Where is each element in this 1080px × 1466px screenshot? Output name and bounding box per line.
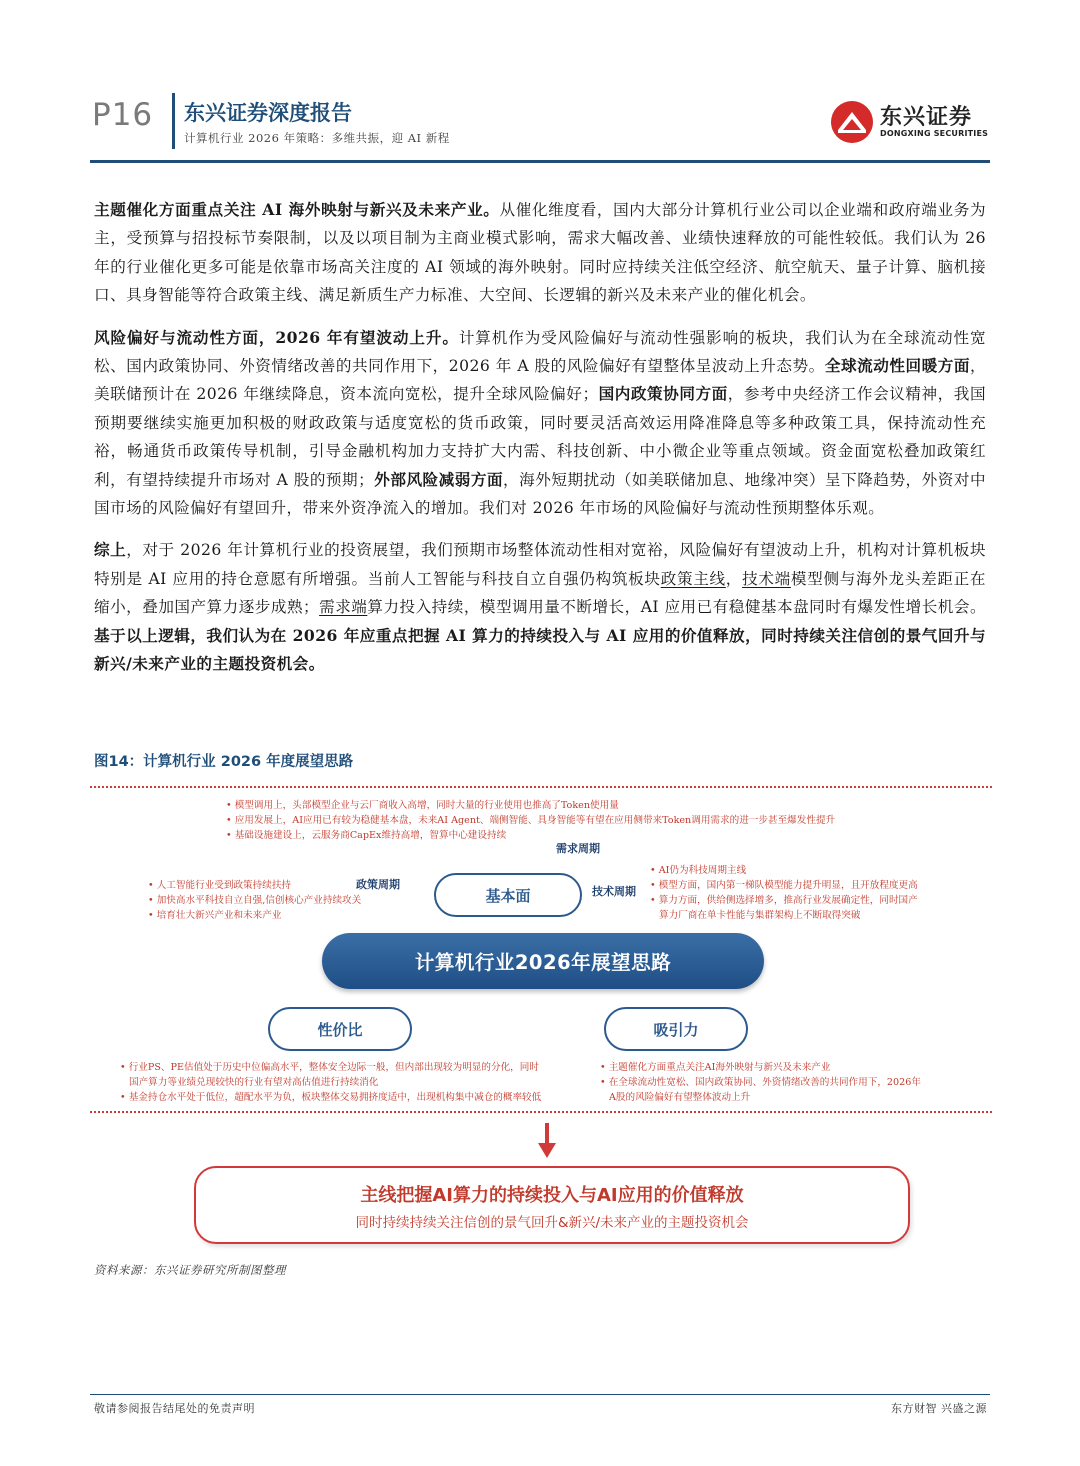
outlook-banner: 计算机行业2026年展望思路 [322, 933, 764, 989]
paragraph-emphasis: 国内政策协同方面 [598, 384, 728, 404]
paragraph-text: 计算机作为受风险偏好与流动性强影响的板块，我们认为在全球流动性宽松、国内政策协同、外资情绪改善的共同作用下，2026 年 A 股的风险偏好有望整体呈波动上升态势。 [94, 328, 986, 376]
paragraph-lead: 综上 [94, 540, 127, 560]
value-ratio-pill: 性价比 [268, 1007, 412, 1051]
paragraph-summary [94, 536, 986, 678]
attraction-pill: 吸引力 [604, 1007, 748, 1051]
tech-bullets [650, 863, 918, 923]
paragraph-text: ， [725, 569, 743, 588]
bullet-text: 主题催化方面重点关注AI海外映射与新兴及未来产业 [608, 1062, 831, 1073]
bullet-text: 培育壮大新兴产业和未来产业 [156, 910, 282, 921]
paragraph-text: ，参考中央经济工作会议精神，我国预期要继续实施更加积极的财政政策与适度宽松的货币政策，同时要灵活高效运用降准降息等多种政策工具，保持流动性充裕，畅通货币政策传导机制，引导金融机构加力支持扩大内需、科技创新、中小微企业等重点领域。资金面宽松叠加政策红利，有望持续提升市场对 A 股的预期； [94, 385, 986, 489]
bullet-text: 算力厂商在单卡性能与集群架构上不断取得突破 [659, 910, 861, 921]
company-logo [830, 100, 990, 144]
paragraph-text: ，美联储预计在 2026 年继续降息，资本流向宽松，提升全球风险偏好； [94, 357, 986, 404]
bullet-text: 国产算力等业绩兑现较快的行业有望对高估值进行持续消化 [129, 1077, 379, 1088]
fundamentals-pill: 基本面 [434, 873, 582, 917]
report-body [94, 196, 986, 693]
disclaimer-note: 敬请参阅报告结尾处的免责声明 [94, 1402, 255, 1415]
demand-bullets [226, 798, 835, 843]
bullet-text: 加快高水平科技自立自强,信创核心产业持续攻关 [156, 895, 362, 906]
demand-cycle-label: 需求周期 [556, 842, 600, 855]
bullet-text: 模型调用上，头部模型企业与云厂商收入高增，同时大量的行业使用也推高了Token使用量 [234, 800, 619, 811]
bullet-item: • 人工智能行业受到政策持续扶持 [148, 880, 292, 891]
footer-slogan: 东方财智 兴盛之源 [891, 1402, 987, 1415]
paragraph-text: 从催化维度看，国内大部分计算机行业公司以企业端和政府端业务为主，受预算与招投标节奏限制，以及以项目制为主商业模式影响，需求大幅改善、业绩快速释放的可能性较低。我们认为 26 年的行业催化更多可能是依靠市场高关注度的 AI 领域的海外映射。同时应持续关注低空经济、航空航天、量子计算、脑机接口、具身智能等符合政策主线、满足新质生产力标准、大空间、长逻辑的新兴及未来产业的催化机会。 [94, 201, 986, 305]
bullet-text: A股的风险偏好有望整体波动上升 [609, 1092, 751, 1103]
page-header [0, 0, 1080, 170]
underlined-term: 技术端 [742, 569, 791, 588]
bullet-item: • 加快高水平科技自立自强,信创核心产业持续攻关 [148, 895, 362, 906]
source-note: 资料来源：东兴证券研究所制图整理 [94, 1263, 286, 1277]
outlook-diagram [90, 786, 992, 1246]
bullet-text: 应用发展上，AI应用已有较为稳健基本盘，未来AI Agent、端侧智能、具身智能等有望在应用侧带来Token调用需求的进一步甚至爆发性提升 [234, 815, 836, 826]
conclusion-subtitle: 同时持续持续关注信创的景气回升&新兴/未来产业的主题投资机会 [355, 1215, 749, 1231]
logo-text-en: DONGXING SECURITIES [880, 129, 989, 138]
report-title: 东兴证券深度报告 [184, 101, 352, 125]
policy-cycle-label: 政策周期 [356, 878, 400, 891]
value-bullets [120, 1060, 541, 1105]
dotted-separator [90, 786, 992, 788]
bullet-text: 模型方面，国内第一梯队模型能力提升明显，且开放程度更高 [658, 880, 918, 891]
bullet-text: 在全球流动性宽松、国内政策协同、外资情绪改善的共同作用下，2026年 [608, 1077, 921, 1088]
bullet-item: • 培育壮大新兴产业和未来产业 [148, 910, 282, 921]
bullet-item: • 在全球流动性宽松、国内政策协同、外资情绪改善的共同作用下，2026年 [600, 1077, 921, 1088]
tech-cycle-label: 技术周期 [592, 885, 636, 898]
policy-bullets [148, 878, 361, 923]
figure-caption: 图14：计算机行业 2026 年度展望思路 [94, 754, 354, 770]
paragraph-text: ，对于 2026 年计算机行业的投资展望，我们预期市场整体流动性相对宽裕，风险偏好有望波动上升，机构对计算机板块特别是 AI 应用的持仓意愿有所增强。当前人工智能与科技自立自强仍构筑板块 [94, 541, 986, 588]
bullet-text: 人工智能行业受到政策持续扶持 [156, 880, 292, 891]
down-arrow-icon [537, 1123, 557, 1159]
conclusion-title: 主线把握AI算力的持续投入与AI应用的价值释放 [360, 1185, 744, 1206]
dotted-separator [90, 1111, 992, 1113]
logo-mark-icon [830, 100, 874, 144]
underlined-term: 政策主线 [660, 569, 726, 588]
footer-rule [90, 1394, 990, 1395]
header-divider [172, 93, 175, 149]
bullet-text: AI仍为科技周期主线 [658, 865, 747, 876]
paragraph-emphasis: 基于以上逻辑，我们认为在 2026 年应重点把握 AI 算力的持续投入与 AI 应用的价值释放，同时持续关注信创的景气回升与新兴/未来产业的主题投资机会。 [94, 625, 986, 674]
bullet-text: 行业PS、PE估值处于历史中位偏高水平，整体安全边际一般，但内部出现较为明显的分化，同时 [128, 1062, 539, 1073]
paragraph-emphasis: 外部风险减弱方面 [374, 469, 504, 489]
logo-text-cn: 东兴证券 [880, 105, 973, 130]
bullet-item: • 算力方面，供给侧选择增多，推高行业发展确定性，同时国产 [650, 895, 918, 906]
bullet-item-cont [600, 1090, 921, 1105]
underlined-term: 需求端 [319, 598, 368, 617]
bullet-item: • 基金持仓水平处于低位，超配水平为负，板块整体交易拥挤度适中，出现机构集中减仓的概率较低 [120, 1092, 542, 1103]
bullet-text: 算力方面，供给侧选择增多，推高行业发展确定性，同时国产 [658, 895, 918, 906]
bullet-item: • 应用发展上，AI应用已有较为稳健基本盘，未来AI Agent、端侧智能、具身智能等有望在应用侧带来Token调用需求的进一步甚至爆发性提升 [226, 815, 836, 826]
conclusion-box [194, 1166, 910, 1244]
bullet-item: • 模型调用上，头部模型企业与云厂商收入高增，同时大量的行业使用也推高了Token使用量 [226, 800, 619, 811]
bullet-item: • 基础设施建设上，云服务商CapEx维持高增，智算中心建设持续 [226, 830, 507, 841]
bullet-item-cont [650, 908, 918, 923]
bullet-item-cont [120, 1075, 541, 1090]
paragraph-text: 算力投入持续，模型调用量不断增长，AI 应用已有稳健基本盘同时有爆发性增长机会。 [367, 598, 986, 617]
bullet-text: 基础设施建设上，云服务商CapEx维持高增，智算中心建设持续 [234, 830, 507, 841]
bullet-text: 基金持仓水平处于低位，超配水平为负，板块整体交易拥挤度适中，出现机构集中减仓的概率较低 [128, 1092, 542, 1103]
paragraph-theme-catalyst [94, 196, 986, 310]
paragraph-lead: 主题催化方面重点关注 AI 海外映射与新兴及未来产业。 [94, 200, 500, 219]
bullet-item: • AI仍为科技周期主线 [650, 865, 747, 876]
paragraph-text: ，海外短期扰动（如美联储加息、地缘冲突）呈下降趋势，外资对中国市场的风险偏好有望回升，带来外资净流入的增加。我们对 2026 年市场的风险偏好与流动性预期整体乐观。 [94, 470, 986, 518]
header-rule [90, 160, 990, 163]
bullet-item: • 主题催化方面重点关注AI海外映射与新兴及未来产业 [600, 1062, 831, 1073]
bullet-item: • 模型方面，国内第一梯队模型能力提升明显，且开放程度更高 [650, 880, 918, 891]
bullet-item: • 行业PS、PE估值处于历史中位偏高水平，整体安全边际一般，但内部出现较为明显的分化，同时 [120, 1062, 539, 1073]
paragraph-lead: 风险偏好与流动性方面，2026 年有望波动上升。 [94, 327, 459, 347]
paragraph-emphasis: 全球流动性回暖方面 [824, 356, 970, 376]
page-number: P16 [92, 97, 154, 133]
attraction-bullets [600, 1060, 921, 1105]
report-subtitle: 计算机行业 2026 年策略：多维共振，迎 AI 新程 [184, 131, 450, 145]
paragraph-text: 模型侧与海外龙头差距正在缩小，叠加国产算力逐步成熟； [94, 569, 986, 617]
paragraph-risk-liquidity [94, 324, 986, 523]
